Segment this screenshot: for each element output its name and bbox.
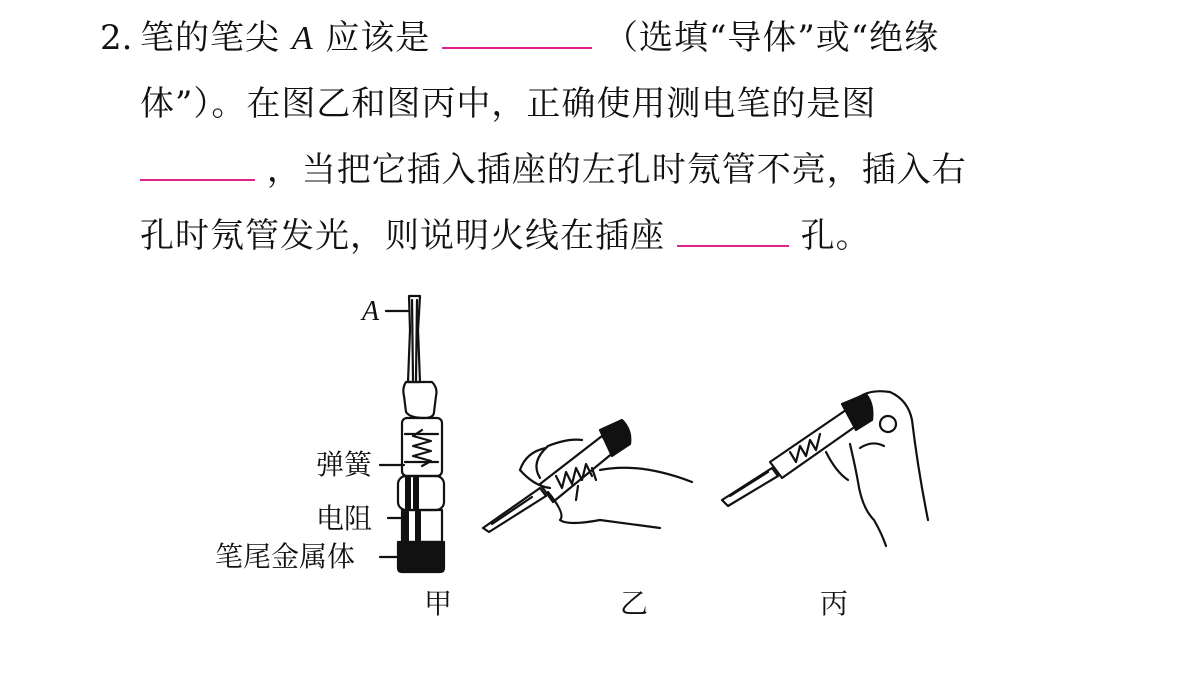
pen-diagram-bing bbox=[722, 391, 928, 546]
label-spring: 弹簧 bbox=[316, 448, 373, 481]
question-text: 体”）。在图乙和图丙中，正确使用测电笔的是图 bbox=[140, 84, 877, 124]
pen-diagram-yi bbox=[483, 420, 692, 532]
question-text: 孔。 bbox=[800, 216, 871, 256]
variable-a: A bbox=[291, 20, 314, 57]
question-text: ，当把它插入插座的左孔时氖管不亮，插入右 bbox=[266, 150, 967, 190]
question-text: （选填“导体”或“绝缘 bbox=[604, 18, 940, 58]
caption-jia: 甲 bbox=[424, 587, 453, 620]
caption-bing: 丙 bbox=[820, 587, 849, 620]
pen-diagram-jia bbox=[380, 296, 444, 572]
label-tip-a: A bbox=[362, 296, 380, 327]
question-text: 孔时氖管发光，则说明火线在插座 bbox=[140, 216, 665, 256]
label-tail-metal: 笔尾金属体 bbox=[215, 540, 356, 573]
caption-yi: 乙 bbox=[620, 587, 649, 620]
question-number: 2. bbox=[100, 18, 133, 58]
question-text: 应该是 bbox=[325, 18, 431, 58]
question-text: 笔的笔尖 bbox=[140, 18, 280, 58]
label-resistor: 电阻 bbox=[316, 502, 373, 535]
